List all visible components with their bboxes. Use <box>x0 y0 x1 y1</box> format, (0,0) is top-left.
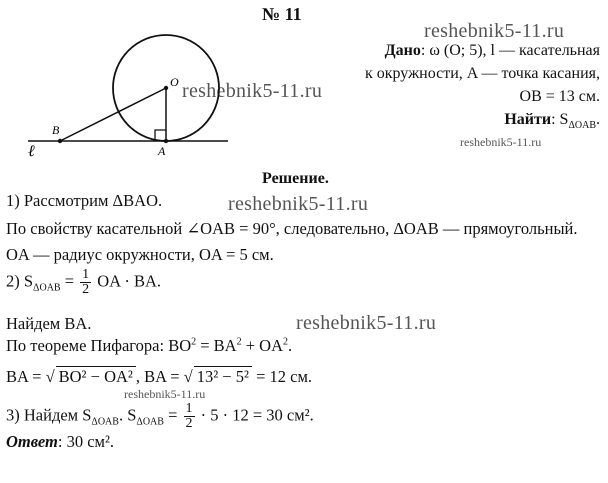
answer <box>6 432 114 452</box>
s8-den: 2 <box>185 416 193 431</box>
s6-mid2: + OA <box>241 336 283 355</box>
s7-sqrt2: 13² − 5² <box>194 366 252 387</box>
s8-fraction <box>184 402 195 431</box>
s4-den: 2 <box>82 282 90 297</box>
s6-end: . <box>287 336 293 355</box>
s4-start: 2) S <box>6 271 34 291</box>
s8-eq: = <box>163 405 182 425</box>
watermark-figure: reshebnik5-11.ru <box>182 80 323 102</box>
s6-sup1: 2 <box>191 336 197 348</box>
step-7 <box>6 366 312 387</box>
s4-sub: ΔOAB <box>33 282 61 294</box>
label-a: A <box>158 144 166 158</box>
find-sub: ΔOAB <box>568 120 596 132</box>
watermark-given: reshebnik5-11.ru <box>460 135 542 149</box>
sqrt-symbol-2: √ <box>183 367 193 386</box>
s6-sup2: 2 <box>236 336 242 348</box>
find-line <box>504 111 600 131</box>
step-3: OA — радиус окружности, OA = 5 см. <box>6 245 274 264</box>
point-a <box>164 139 168 143</box>
watermark-middle: reshebnik5-11.ru <box>296 312 437 334</box>
step-2: По свойству касательной ∠OAB = 90°, следовательно, ΔOAB — прямоугольный. <box>6 219 578 238</box>
watermark-solution: reshebnik5-11.ru <box>228 193 369 215</box>
watermark-bottom: reshebnik5-11.ru <box>124 387 206 401</box>
given-label: Дано <box>384 42 421 59</box>
point-o <box>164 86 168 90</box>
s8-start: 3) Найдем S <box>6 405 92 425</box>
s6-sup3: 2 <box>282 336 288 348</box>
s7-mid: , BA = <box>135 367 184 386</box>
label-b: B <box>52 123 60 137</box>
watermark-top: reshebnik5-11.ru <box>424 20 565 42</box>
find-end: . <box>596 111 600 128</box>
sqrt-symbol-1: √ <box>45 367 55 386</box>
point-b <box>58 139 62 143</box>
find-label: Найти <box>504 111 552 128</box>
s8-end: · 5 · 12 = 30 см². <box>196 405 314 425</box>
label-o: O <box>170 75 179 89</box>
find-text: : S <box>551 111 569 128</box>
s8-num: 1 <box>185 401 193 416</box>
given-line-1 <box>385 42 600 60</box>
s4-eq: = <box>60 271 79 291</box>
s8-sub2: ΔOAB <box>136 416 164 428</box>
step-5: Найдем BA. <box>6 314 92 333</box>
s7-sqrt1: BO² − OA² <box>56 366 136 387</box>
given-text-1: : ω (O; 5), l — касательная <box>420 42 600 59</box>
s6-mid: = BA <box>196 336 237 355</box>
given-line-2: к окружности, A — точка касания, <box>364 65 600 82</box>
problem-number: № 11 <box>262 4 302 24</box>
s4-end: OA · BA. <box>93 271 161 291</box>
step-6 <box>6 336 292 356</box>
step-4 <box>6 268 161 297</box>
s8-mid: . S <box>118 405 137 425</box>
s7-start: BA = <box>6 367 46 386</box>
s4-fraction <box>80 268 91 297</box>
answer-label: Ответ <box>6 432 58 451</box>
s8-sub1: ΔOAB <box>91 416 119 428</box>
geometry-figure <box>16 30 276 180</box>
given-line-3: OB = 13 см. <box>519 88 600 105</box>
solution-title: Решение. <box>262 170 329 187</box>
s6-start: По теореме Пифагора: BO <box>6 336 192 355</box>
answer-text: : 30 см². <box>57 432 115 451</box>
label-l: ℓ <box>28 143 35 160</box>
step-8 <box>6 402 314 431</box>
s4-num: 1 <box>82 267 90 282</box>
step-1: 1) Рассмотрим ΔBAO. <box>6 191 163 210</box>
s7-end: = 12 см. <box>251 367 313 386</box>
